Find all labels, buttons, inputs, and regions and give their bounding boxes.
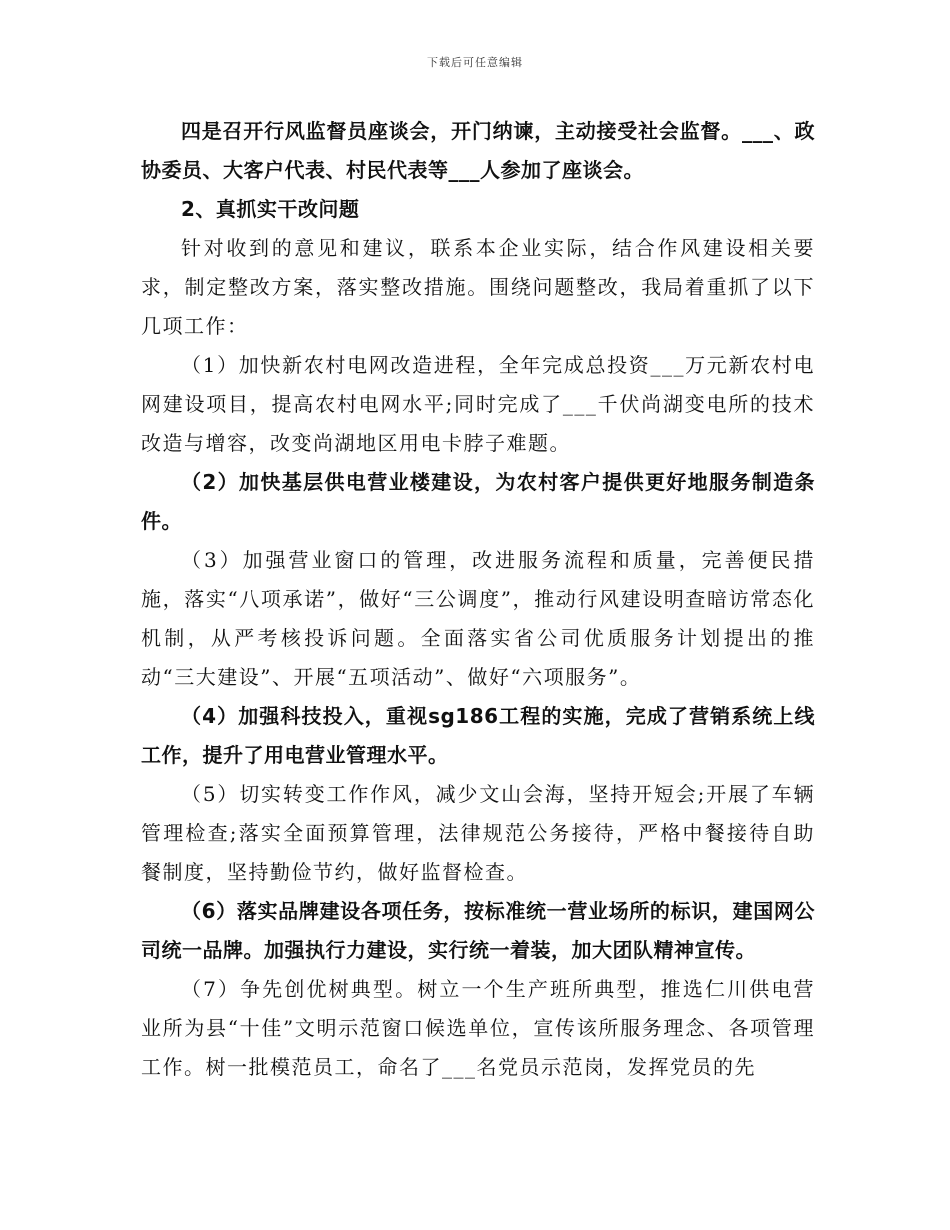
document-body	[141, 112, 815, 1087]
paragraph-intro: 针对收到的意见和建议，联系本企业实际，结合作风建设相关要求，制定整改方案，落实整改措施。围绕问题整改，我局着重抓了以下几项工作：	[141, 236, 815, 338]
paragraph-item-4: （4）加强科技投入，重视sg186工程的实施，完成了营销系统上线工作，提升了用电营业管理水平。	[141, 704, 815, 767]
paragraph-item-5: （5）切实转变工作作风，减少文山会海，坚持开短会;开展了车辆管理检查;落实全面预算管理，法律规范公务接待，严格中餐接待自助餐制度，坚持勤俭节约，做好监督检查。	[141, 782, 815, 884]
paragraph-item-3: （3）加强营业窗口的管理，改进服务流程和质量，完善便民措施，落实“八项承诺”，做好“三公调度”，推动行风建设明查暗访常态化机制，从严考核投诉问题。全面落实省公司优质服务计划提出的推动“三大建设”、开展“五项活动”、做好“六项服务”。	[141, 548, 815, 689]
paragraph-item-6: （6）落实品牌建设各项任务，按标准统一营业场所的标识，建国网公司统一品牌。加强执行力建设，实行统一着装，加大团队精神宣传。	[141, 899, 815, 962]
paragraph-supervisor-meeting: 四是召开行风监督员座谈会，开门纳谏，主动接受社会监督。___、政协委员、大客户代表、村民代表等___人参加了座谈会。	[141, 119, 815, 182]
paragraph-item-1: （1）加快新农村电网改造进程，全年完成总投资___万元新农村电网建设项目，提高农村电网水平;同时完成了___千伏尚湖变电所的技术改造与增容，改变尚湖地区用电卡脖子难题。	[141, 353, 815, 455]
paragraph-item-7: （7）争先创优树典型。树立一个生产班所典型，推选仁川供电营业所为县“十佳”文明示范窗口候选单位，宣传该所服务理念、各项管理工作。树一批模范员工，命名了___名党员示范岗，发挥党员的先	[141, 977, 815, 1079]
page-header: 下载后可任意编辑	[427, 56, 523, 69]
paragraph-item-2: （2）加快基层供电营业楼建设，为农村客户提供更好地服务制造条件。	[141, 470, 815, 533]
section-heading-rectification: 2、真抓实干改问题	[181, 197, 360, 221]
